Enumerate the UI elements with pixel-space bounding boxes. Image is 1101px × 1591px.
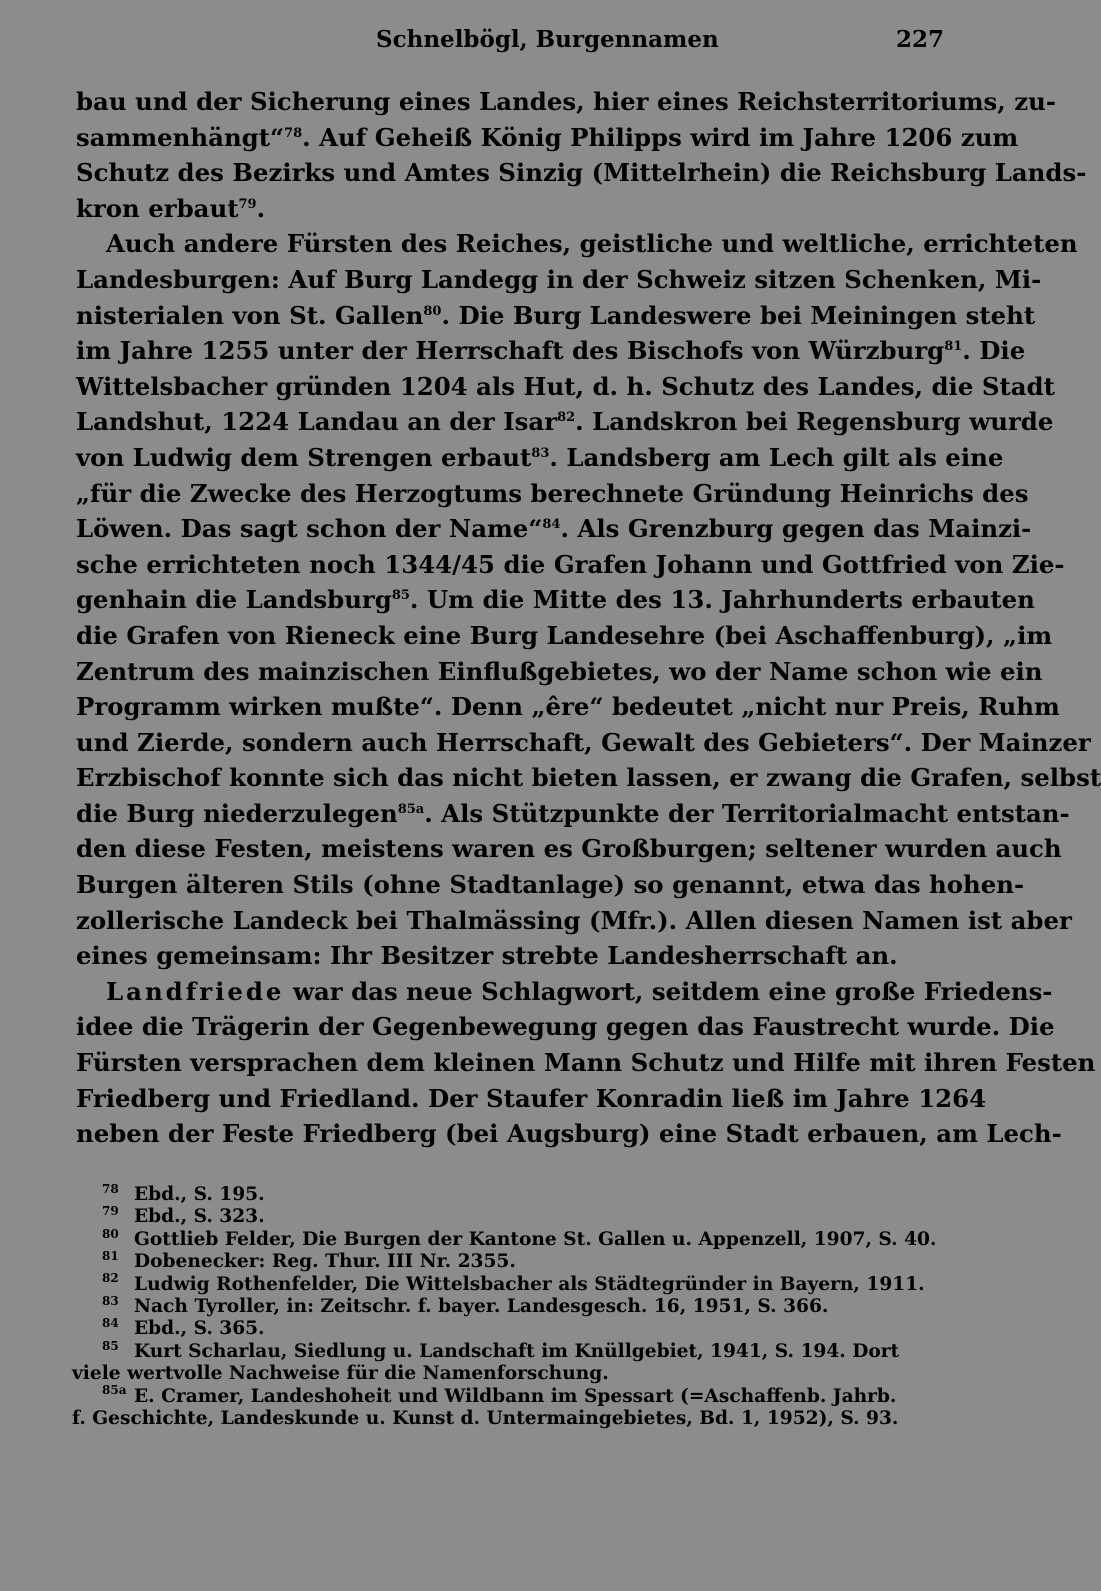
footnote-ref: 80	[423, 303, 442, 319]
footnote: 85a E. Cramer, Landeshoheit und Wildbann im Spessart (=Aschaffenb. Jahrb.	[102, 1383, 897, 1407]
line-text: . Landskron bei Regensburg wurde	[575, 407, 1054, 437]
footnote-text: f. Geschichte, Landeskunde u. Kunst d. Untermaingebietes, Bd. 1, 1952), S. 93.	[72, 1407, 899, 1429]
line-text: . Landsberg am Lech gilt als eine	[549, 442, 1004, 472]
text-line	[76, 155, 1087, 191]
line-text: zollerische Landeck bei Thalmässing (Mfr.). Allen diesen Namen ist aber	[76, 905, 1072, 935]
footnote-ref: 84	[542, 517, 561, 532]
text-line	[76, 369, 1055, 405]
line-text: Fürsten versprachen dem kleinen Mann Schutz und Hilfe mit ihren Festen	[76, 1048, 1096, 1078]
footnote	[72, 1408, 942, 1430]
footnote: 84 Ebd., S. 365.	[102, 1316, 265, 1340]
footnote-ref: 78	[284, 125, 303, 141]
text-line	[76, 547, 1065, 583]
text-line	[76, 725, 1091, 761]
footnote-ref: 81	[944, 339, 963, 355]
line-text: sammenhängt“	[76, 122, 285, 152]
line-text: Zentrum des mainzischen Einflußgebietes, wo der Name schon wie ein	[76, 656, 1043, 686]
text-line	[76, 618, 1053, 654]
line-text: Löwen. Das sagt schon der Name“	[76, 514, 543, 544]
text-line	[76, 867, 1025, 903]
text-line	[76, 760, 1101, 796]
footnote-ref: 85	[391, 588, 410, 604]
text-line	[76, 511, 1032, 547]
text-line	[76, 298, 1036, 334]
text-line	[76, 1009, 1055, 1045]
line-text: kron erbaut	[76, 193, 239, 223]
footnotes	[72, 1181, 942, 1430]
text-line	[76, 404, 1054, 440]
text-line	[76, 1081, 987, 1117]
line-text: . Um die Mitte des 13. Jahrhunderts erbauten	[409, 585, 1035, 615]
footnote: 85 Kurt Scharlau, Siedlung u. Landschaft im Knüllgebiet, 1941, S. 194. Dort	[102, 1338, 900, 1362]
line-text: Wittelsbacher gründen 1204 als Hut, d. h. Schutz des Landes, die Stadt	[76, 371, 1055, 401]
text-line	[76, 974, 1053, 1010]
line-text: .	[256, 193, 266, 223]
line-text: genhain die Landsburg	[76, 585, 392, 615]
text-line	[76, 120, 1019, 156]
line-text: idee die Trägerin der Gegenbewegung gegen das Faustrecht wurde. Die	[76, 1012, 1055, 1042]
footnote-text: Dobenecker: Reg. Thur. III Nr. 2355.	[134, 1251, 516, 1273]
line-text: Friedberg und Friedland. Der Staufer Konradin ließ im Jahre 1264	[76, 1083, 987, 1113]
line-text: . Die	[962, 336, 1026, 366]
footnote-text: Ludwig Rothenfelder, Die Wittelsbacher als Städtegründer in Bayern, 1911.	[134, 1273, 925, 1295]
footnote-text: viele wertvolle Nachweise für die Namenforschung.	[72, 1363, 609, 1385]
footnote: 80 Gottlieb Felder, Die Burgen der Kantone St. Gallen u. Appenzell, 1907, S. 40.	[102, 1226, 937, 1250]
text-line	[76, 476, 1029, 512]
footnote-text: Ebd., S. 365.	[134, 1318, 265, 1340]
footnote-text: Kurt Scharlau, Siedlung u. Landschaft im Knüllgebiet, 1941, S. 194. Dort	[134, 1340, 900, 1362]
text-line	[76, 654, 1043, 690]
text-line	[76, 831, 1062, 867]
footnote: 79 Ebd., S. 323.	[102, 1204, 265, 1228]
text-line	[76, 1045, 1096, 1081]
text-line	[76, 262, 1042, 298]
footnote-text: E. Cramer, Landeshoheit und Wildbann im Spessart (=Aschaffenb. Jahrb.	[134, 1385, 897, 1407]
text-line	[76, 333, 1026, 369]
text-line	[76, 938, 940, 974]
footnote-ref: 82	[557, 410, 576, 426]
line-text: Landshut, 1224 Landau an der Isar	[76, 407, 558, 437]
spaced-term: Landfriede	[106, 976, 285, 1006]
footnote-text: Ebd., S. 323.	[134, 1206, 265, 1228]
text-line	[76, 226, 1078, 262]
text-line	[76, 796, 1070, 832]
line-text: bau und der Sicherung eines Landes, hier eines Reichsterritoriums, zu-	[76, 87, 1056, 116]
text-line	[76, 440, 1004, 476]
line-text: Programm wirken mußte“. Denn „êre“ bedeutet „nicht nur Preis, Ruhm	[76, 692, 1060, 722]
line-text: und Zierde, sondern auch Herrschaft, Gewalt des Gebieters“. Der Mainzer	[76, 727, 1091, 757]
footnote	[72, 1363, 942, 1385]
text-line	[76, 84, 1056, 120]
line-text: Schutz des Bezirks und Amtes Sinzig (Mittelrhein) die Reichsburg Lands-	[76, 158, 1087, 188]
line-text: neben der Feste Friedberg (bei Augsburg) eine Stadt erbauen, am Lech-	[76, 1119, 1062, 1149]
footnote-ref: 83	[531, 445, 550, 461]
line-text: . Auf Geheiß König Philipps wird im Jahre 1206 zum	[302, 122, 1019, 152]
footnote: 83 Nach Tyroller, in: Zeitschr. f. bayer. Landesgesch. 16, 1951, S. 366.	[102, 1293, 829, 1317]
footnote: 81 Dobenecker: Reg. Thur. III Nr. 2355.	[102, 1248, 516, 1273]
line-text: Landesburgen: Auf Burg Landegg in der Schweiz sitzen Schenken, Mi-	[76, 264, 1042, 294]
line-text: war das neue Schlagwort, seitdem eine große Friedens-	[284, 976, 1053, 1006]
line-text: eines gemeinsam: Ihr Besitzer strebte Landesherrschaft an.	[76, 941, 898, 971]
running-head	[0, 22, 1000, 58]
footnote-text: Ebd., S. 195.	[134, 1184, 265, 1205]
body-text	[76, 84, 1101, 1152]
text-line	[76, 1116, 1062, 1152]
line-text: Auch andere Fürsten des Reiches, geistliche und weltliche, errichteten	[106, 229, 1078, 259]
footnote-ref: 85a	[397, 801, 425, 817]
footnote-ref: 79	[238, 196, 257, 212]
footnote-text: Nach Tyroller, in: Zeitschr. f. bayer. Landesgesch. 16, 1951, S. 366.	[134, 1295, 829, 1317]
running-title: Schnelbögl, Burgennamen	[376, 26, 719, 53]
line-text: . Als Stützpunkte der Territorialmacht entstan-	[424, 798, 1070, 828]
text-line	[76, 582, 1035, 618]
footnote: 82 Ludwig Rothenfelder, Die Wittelsbacher als Städtegründer in Bayern, 1911.	[102, 1271, 925, 1295]
line-text: von Ludwig dem Strengen erbaut	[76, 442, 532, 472]
text-line	[76, 903, 1072, 939]
line-text: im Jahre 1255 unter der Herrschaft des Bischofs von Würzburg	[76, 336, 945, 366]
line-text: die Burg niederzulegen	[76, 798, 398, 828]
line-text: „für die Zwecke des Herzogtums berechnete Gründung Heinrichs des	[76, 478, 1029, 508]
line-text: den diese Festen, meistens waren es Großburgen; seltener wurden auch	[76, 834, 1062, 864]
line-text: nisterialen von St. Gallen	[76, 300, 424, 330]
line-text: die Grafen von Rieneck eine Burg Landesehre (bei Aschaffenburg), „im	[76, 620, 1053, 650]
line-text: Burgen älteren Stils (ohne Stadtanlage) so genannt, etwa das hohen-	[76, 870, 1025, 900]
line-text: . Die Burg Landeswere bei Meiningen steht	[441, 300, 1036, 330]
text-line	[76, 191, 940, 227]
footnote: 78 Ebd., S. 195.	[102, 1181, 265, 1205]
footnote-text: Gottlieb Felder, Die Burgen der Kantone St. Gallen u. Appenzell, 1907, S. 40.	[134, 1228, 937, 1250]
line-text: . Als Grenzburg gegen das Mainzi-	[560, 514, 1032, 544]
text-line	[76, 689, 1060, 725]
line-text: sche errichteten noch 1344/45 die Grafen Johann und Gottfried von Zie-	[76, 549, 1065, 579]
line-text: Erzbischof konnte sich das nicht bieten lassen, er zwang die Grafen, selbst	[76, 763, 1101, 793]
page-number: 227	[895, 26, 944, 53]
